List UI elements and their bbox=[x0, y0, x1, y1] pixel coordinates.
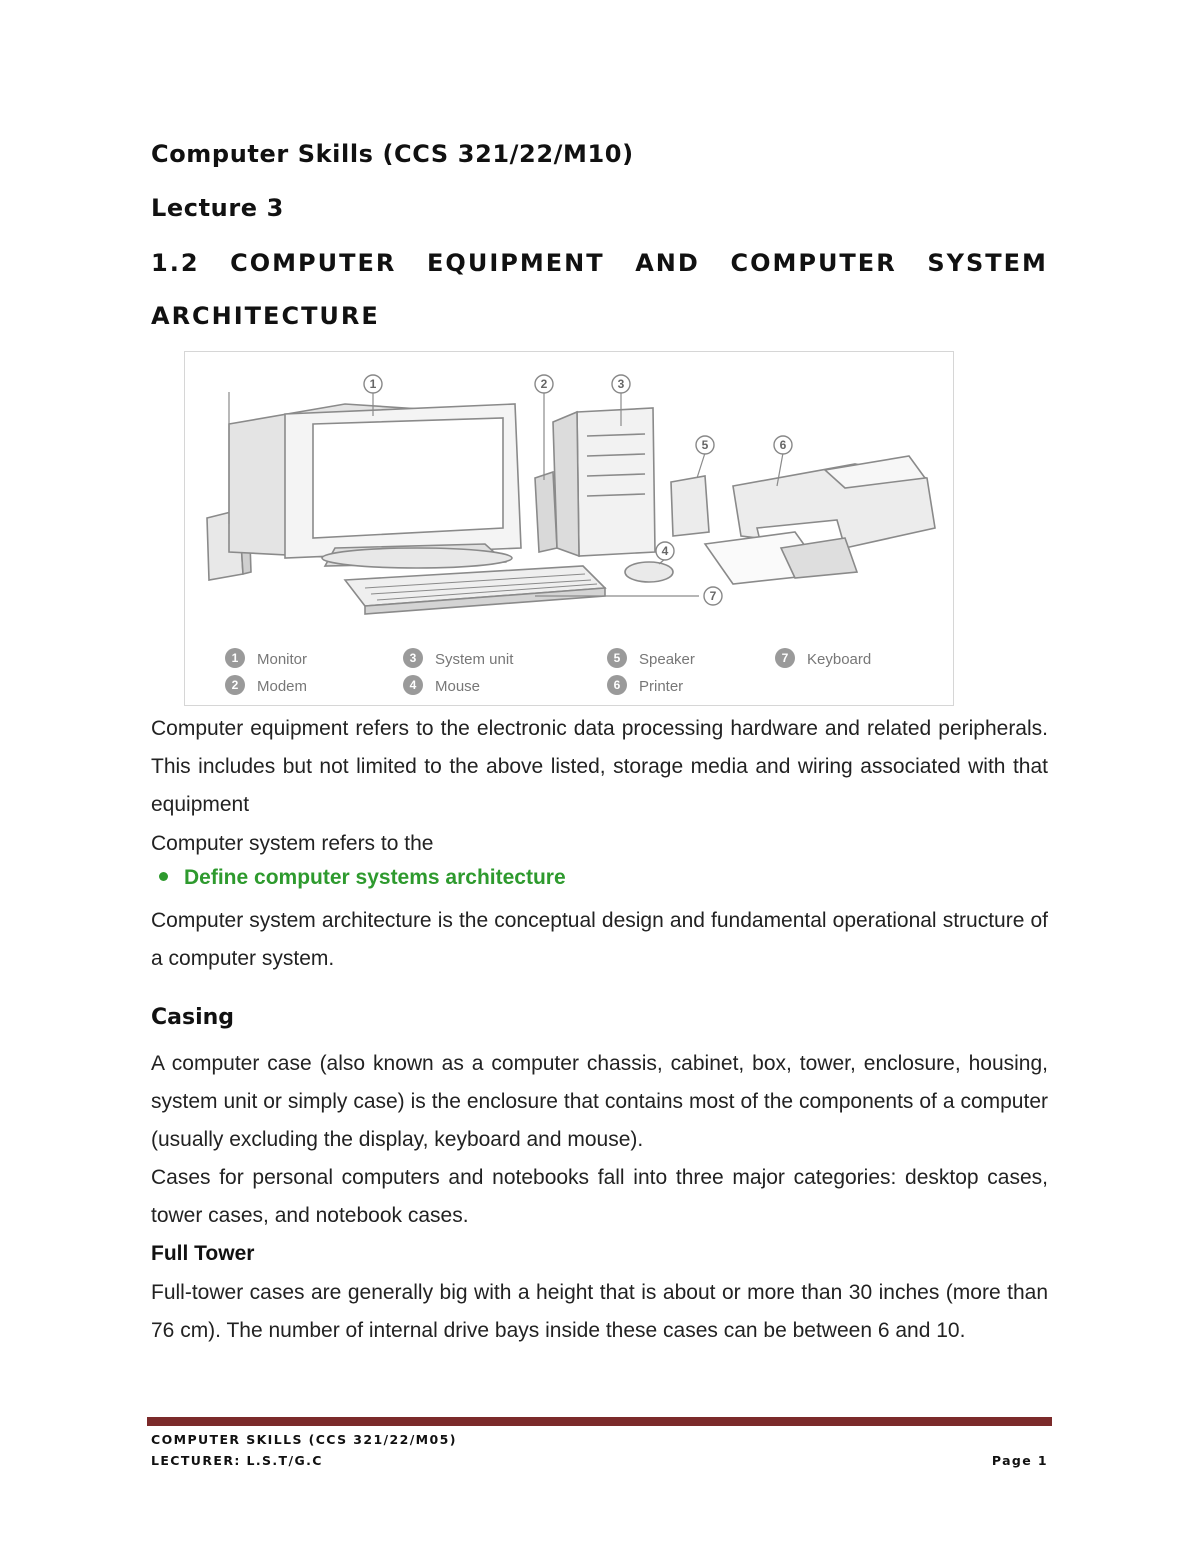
callout-number: 3 bbox=[617, 377, 625, 391]
svg-text:6: 6 bbox=[613, 678, 621, 692]
section-heading bbox=[151, 249, 1048, 277]
section-word: COMPUTER bbox=[730, 249, 897, 277]
footer-divider bbox=[147, 1417, 1052, 1426]
legend-item-printer bbox=[607, 675, 683, 695]
legend-item-system-unit bbox=[403, 648, 514, 668]
section-word: COMPUTER bbox=[230, 249, 397, 277]
svg-text:Speaker: Speaker bbox=[639, 651, 695, 668]
callout-number: 7 bbox=[709, 589, 717, 603]
svg-text:5: 5 bbox=[613, 651, 621, 665]
monitor-illustration bbox=[229, 404, 521, 568]
svg-text:Mouse: Mouse bbox=[435, 678, 481, 695]
equipment-paragraph: Computer equipment refers to the electronic data processing hardware and related peripherals. This includes but not limited to the above listed, storage media and wiring associated with that equipment bbox=[151, 717, 1048, 816]
system-refers-text: Computer system refers to the bbox=[151, 832, 434, 855]
casing-heading: Casing bbox=[151, 1005, 235, 1030]
system-unit-illustration bbox=[553, 408, 655, 556]
svg-text:2: 2 bbox=[231, 678, 239, 692]
callout-number: 4 bbox=[661, 544, 669, 558]
section-word: AND bbox=[635, 249, 700, 277]
callout-1 bbox=[364, 375, 382, 393]
section-word: 1.2 bbox=[151, 249, 200, 277]
section-heading-line2: ARCHITECTURE bbox=[151, 302, 380, 330]
legend-item-modem bbox=[225, 675, 307, 695]
callout-number: 1 bbox=[369, 377, 377, 391]
svg-text:4: 4 bbox=[409, 678, 417, 692]
callout-3 bbox=[612, 375, 630, 393]
legend-item-monitor bbox=[225, 648, 307, 668]
callout-number: 5 bbox=[701, 438, 709, 452]
keyboard-illustration bbox=[345, 566, 605, 614]
svg-text:Keyboard: Keyboard bbox=[807, 651, 872, 668]
svg-text:Printer: Printer bbox=[639, 678, 684, 695]
svg-text:Monitor: Monitor bbox=[257, 651, 308, 668]
section-word: SYSTEM bbox=[927, 249, 1048, 277]
callout-6 bbox=[774, 436, 792, 454]
printer-illustration bbox=[705, 456, 935, 584]
svg-text:3: 3 bbox=[409, 651, 417, 665]
legend-item-speaker bbox=[607, 648, 695, 668]
section-word: EQUIPMENT bbox=[427, 249, 605, 277]
bullet-text: Define computer systems architecture bbox=[184, 866, 566, 889]
callout-2 bbox=[535, 375, 553, 393]
lecture-label: Lecture 3 bbox=[151, 194, 284, 222]
svg-text:7: 7 bbox=[781, 651, 789, 665]
legend-item-keyboard bbox=[775, 648, 871, 668]
callout-number: 2 bbox=[540, 377, 548, 391]
figure-legend bbox=[225, 648, 871, 695]
callout-number: 6 bbox=[779, 438, 787, 452]
callout-7 bbox=[704, 587, 722, 605]
callout-4 bbox=[656, 542, 674, 560]
svg-text:System unit: System unit bbox=[435, 651, 514, 668]
full-tower-paragraph: Full-tower cases are generally big with a height that is about or more than 30 inches (more than 76 cm). The number of internal drive bays inside these cases can be between 6 and 10. bbox=[151, 1281, 1048, 1342]
equipment-illustration bbox=[185, 352, 953, 705]
architecture-paragraph: Computer system architecture is the conceptual design and fundamental operational structure of a computer system. bbox=[151, 909, 1048, 970]
mouse-illustration bbox=[625, 562, 673, 582]
footer-lecturer: LECTURER: L.S.T/G.C bbox=[151, 1453, 323, 1468]
course-title: Computer Skills (CCS 321/22/M10) bbox=[151, 140, 634, 168]
legend-item-mouse bbox=[403, 675, 480, 695]
computer-equipment-figure bbox=[184, 351, 954, 706]
modem-illustration bbox=[535, 472, 557, 552]
svg-text:1: 1 bbox=[231, 651, 239, 665]
page-number: Page 1 bbox=[991, 1453, 1048, 1468]
callout-5 bbox=[696, 436, 714, 454]
cases-paragraph: Cases for personal computers and notebooks fall into three major categories: desktop cases, tower cases, and notebook cases. bbox=[151, 1166, 1048, 1227]
right-speaker-illustration bbox=[671, 476, 709, 536]
footer-course: COMPUTER SKILLS (CCS 321/22/M05) bbox=[151, 1432, 457, 1447]
bullet-define bbox=[151, 866, 566, 890]
svg-text:Modem: Modem bbox=[257, 678, 308, 695]
casing-paragraph: A computer case (also known as a computer chassis, cabinet, box, tower, enclosure, housing, system unit or simply case) is the enclosure that contains most of the components of a computer (usually excluding the display, keyboard and mouse). bbox=[151, 1052, 1048, 1151]
bullet-dot-icon bbox=[159, 872, 168, 881]
full-tower-heading: Full Tower bbox=[151, 1242, 255, 1265]
